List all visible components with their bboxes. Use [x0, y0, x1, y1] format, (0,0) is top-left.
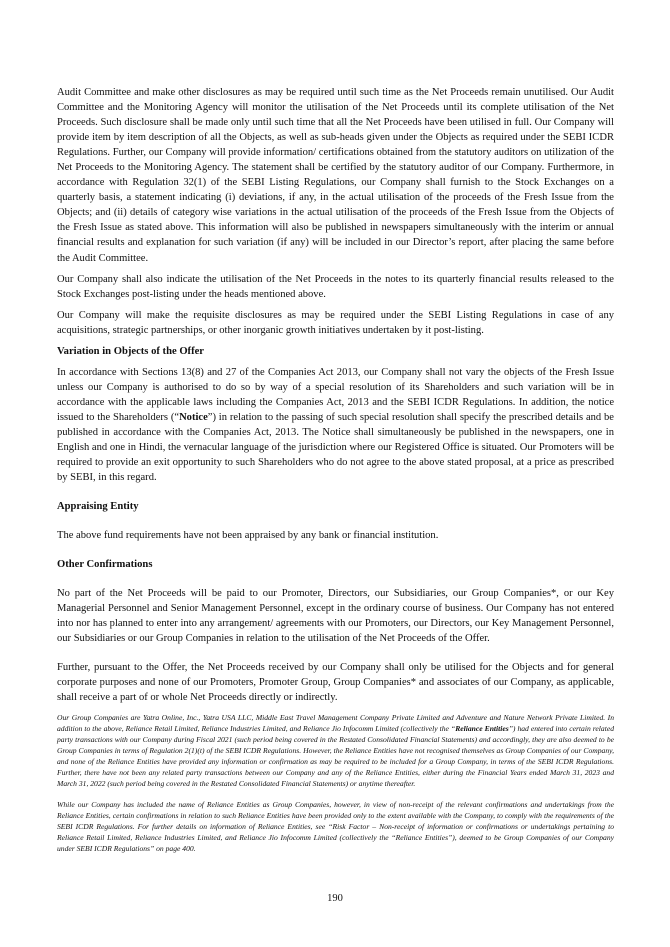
variation-text-after: ”) in relation to the passing of such special resolution shall specify the prescribed details and be published in accordance with the Companies Act, 2013. The Notice shall simultaneously be published in the newspapers, one in English and one in Hindi, the vernacular language of the jurisdiction where our Registered Office is situated. Our Promoters will be required to provide an exit opportunity to such Shareholders who do not agree to the above stated proposal, at a price as prescribed by SEBI, in this regard.	[57, 411, 614, 484]
paragraph-quarterly-results-utilisation: Our Company shall also indicate the utilisation of the Net Proceeds in the notes to its quarterly financial results released to the Stock Exchanges post-listing under the heads mentioned above.	[57, 273, 614, 300]
footnote-text-after: ”) had entered into certain related party transactions with our Company during Fiscal 2021 (such period being covered in the Restated Consolidated Financial Statements) and accordingly, they are also deemed to be Group Companies in terms of Regulation 2(1)(t) of the SEBI ICDR Regulations. However, the Reliance Entities have not recognised themselves as Group Companies of our Company, and none of the Reliance Entities have provided any information or confirmation as may be required to be included for a Group Company, in terms of the SEBI ICDR Regulations. Further, there have not been any related party transactions between our Company and any of the Reliance Entities, either during the Financial Years ended March 31, 2023 and March 31, 2022 (such period being covered in the Restated Consolidated Financial Statements) or anytime thereafter.	[57, 723, 614, 788]
document-page	[57, 85, 614, 864]
page-number: 190	[327, 893, 343, 904]
paragraph-appraising-entity: The above fund requirements have not been appraised by any bank or financial institution.	[57, 530, 439, 542]
variation-text-before: In accordance with Sections 13(8) and 27 of the Companies Act 2013, our Company shall not vary the objects of the Fresh Issue unless our Company is authorised to do so by way of a special resolution of its Shareholders and such variation will be in accordance with the applicable laws including the Companies Act, 2013 and the SEBI ICDR Regulations. In addition, the notice issued to the Shareholders (“	[57, 366, 614, 423]
footnote-group-companies	[57, 712, 614, 789]
paragraph-sebi-listing-disclosures: Our Company will make the requisite disclosures as may be required under the SEBI Listing Regulations in case of any acquisitions, strategic partnerships, or other inorganic growth initiatives undertaken by it post-listing.	[57, 309, 614, 336]
heading-appraising-entity: Appraising Entity	[57, 501, 139, 513]
paragraph-no-part-net-proceeds: No part of the Net Proceeds will be paid to our Promoter, Directors, our Subsidiaries, our Group Companies*, or our Key Managerial Personnel and Senior Management Personnel, except in the ordinary course of business. Our Company has not entered into nor has planned to enter into any arrangement/ agreements with our Promoters, our Directors, our Key Management Personnel, our Subsidiaries or our Group Companies in relation to the utilisation of the Net Proceeds of the Offer.	[57, 588, 614, 645]
heading-other-confirmations: Other Confirmations	[57, 559, 153, 571]
paragraph-further-pursuant-offer: Further, pursuant to the Offer, the Net Proceeds received by our Company shall only be utilised for the Objects and for general corporate purposes and none of our Promoters, Promoter Group, Group Companies* and associates of our Company, as applicable, shall receive a part of or whole Net Proceeds directly or indirectly.	[57, 662, 614, 704]
reliance-entities-defined-term: Reliance Entities	[455, 723, 509, 733]
notice-defined-term: Notice	[179, 411, 208, 423]
paragraph-audit-committee-disclosures: Audit Committee and make other disclosures as may be required until such time as the Net Proceeds remain unutilised. Our Audit Committee and the Monitoring Agency will monitor the utilisation of the Net Proceeds until its complete utilisation of the Net Proceeds. Such disclosure shall be made only until such time that all the Net Proceeds have been utilised in full. Our Company will provide item by item description of all the Objects, as well as sub-heads given under the Objects as required under the SEBI ICDR Regulations. Further, our Company will provide information/ certifications obtained from the statutory auditors on utilization of the Net Proceeds to the Monitoring Agency. The statement shall be certified by the statutory auditor of our Company. Furthermore, in accordance with Regulation 32(1) of the SEBI Listing Regulations, our Company shall furnish to the Stock Exchanges on a quarterly basis, a statement indicating (i) deviations, if any, in the actual utilisation of the proceeds of the Fresh Issue from the Objects; and (ii) details of category wise variations in the actual utilisation of the proceeds of the Fresh Issue from the Objects of the Fresh Issue as stated above. This information will also be published in newspapers simultaneously with the interim or annual financial results and explanation for such variation (if any) will be included in our Director’s report, after placing the same before the Audit Committee.	[57, 87, 614, 264]
heading-variation-in-objects: Variation in Objects of the Offer	[57, 345, 205, 357]
paragraph-variation-in-objects	[57, 365, 614, 485]
footnote-text-before: Our Group Companies are Yatra Online, Inc., Yatra USA LLC, Middle East Travel Management Company Private Limited and Adventure and Nature Network Private Limited. In addition to the above, Reliance Retail Limited, Reliance Industries Limited, and Reliance Jio Infocomm Limited (collectively the “	[57, 712, 614, 733]
footnote-reliance-entities: While our Company has included the name of Reliance Entities as Group Companies, however, in view of non-receipt of the relevant confirmations and undertakings from the Reliance Entities, certain confirmations in relation to such Reliance Entities have been provided only to the extent available with the Company, to comply with the requirements of the SEBI ICDR Regulations. For further details on information of Reliance Entities, see “Risk Factor – Non-receipt of information or confirmations or undertakings pertaining to Reliance Retail Limited, Reliance Industries Limited, and Reliance Jio Infocomm Limited (collectively the “Reliance Entities”), deemed to be Group Companies of our Company under SEBI ICDR Regulations” on page 400.	[57, 799, 614, 854]
